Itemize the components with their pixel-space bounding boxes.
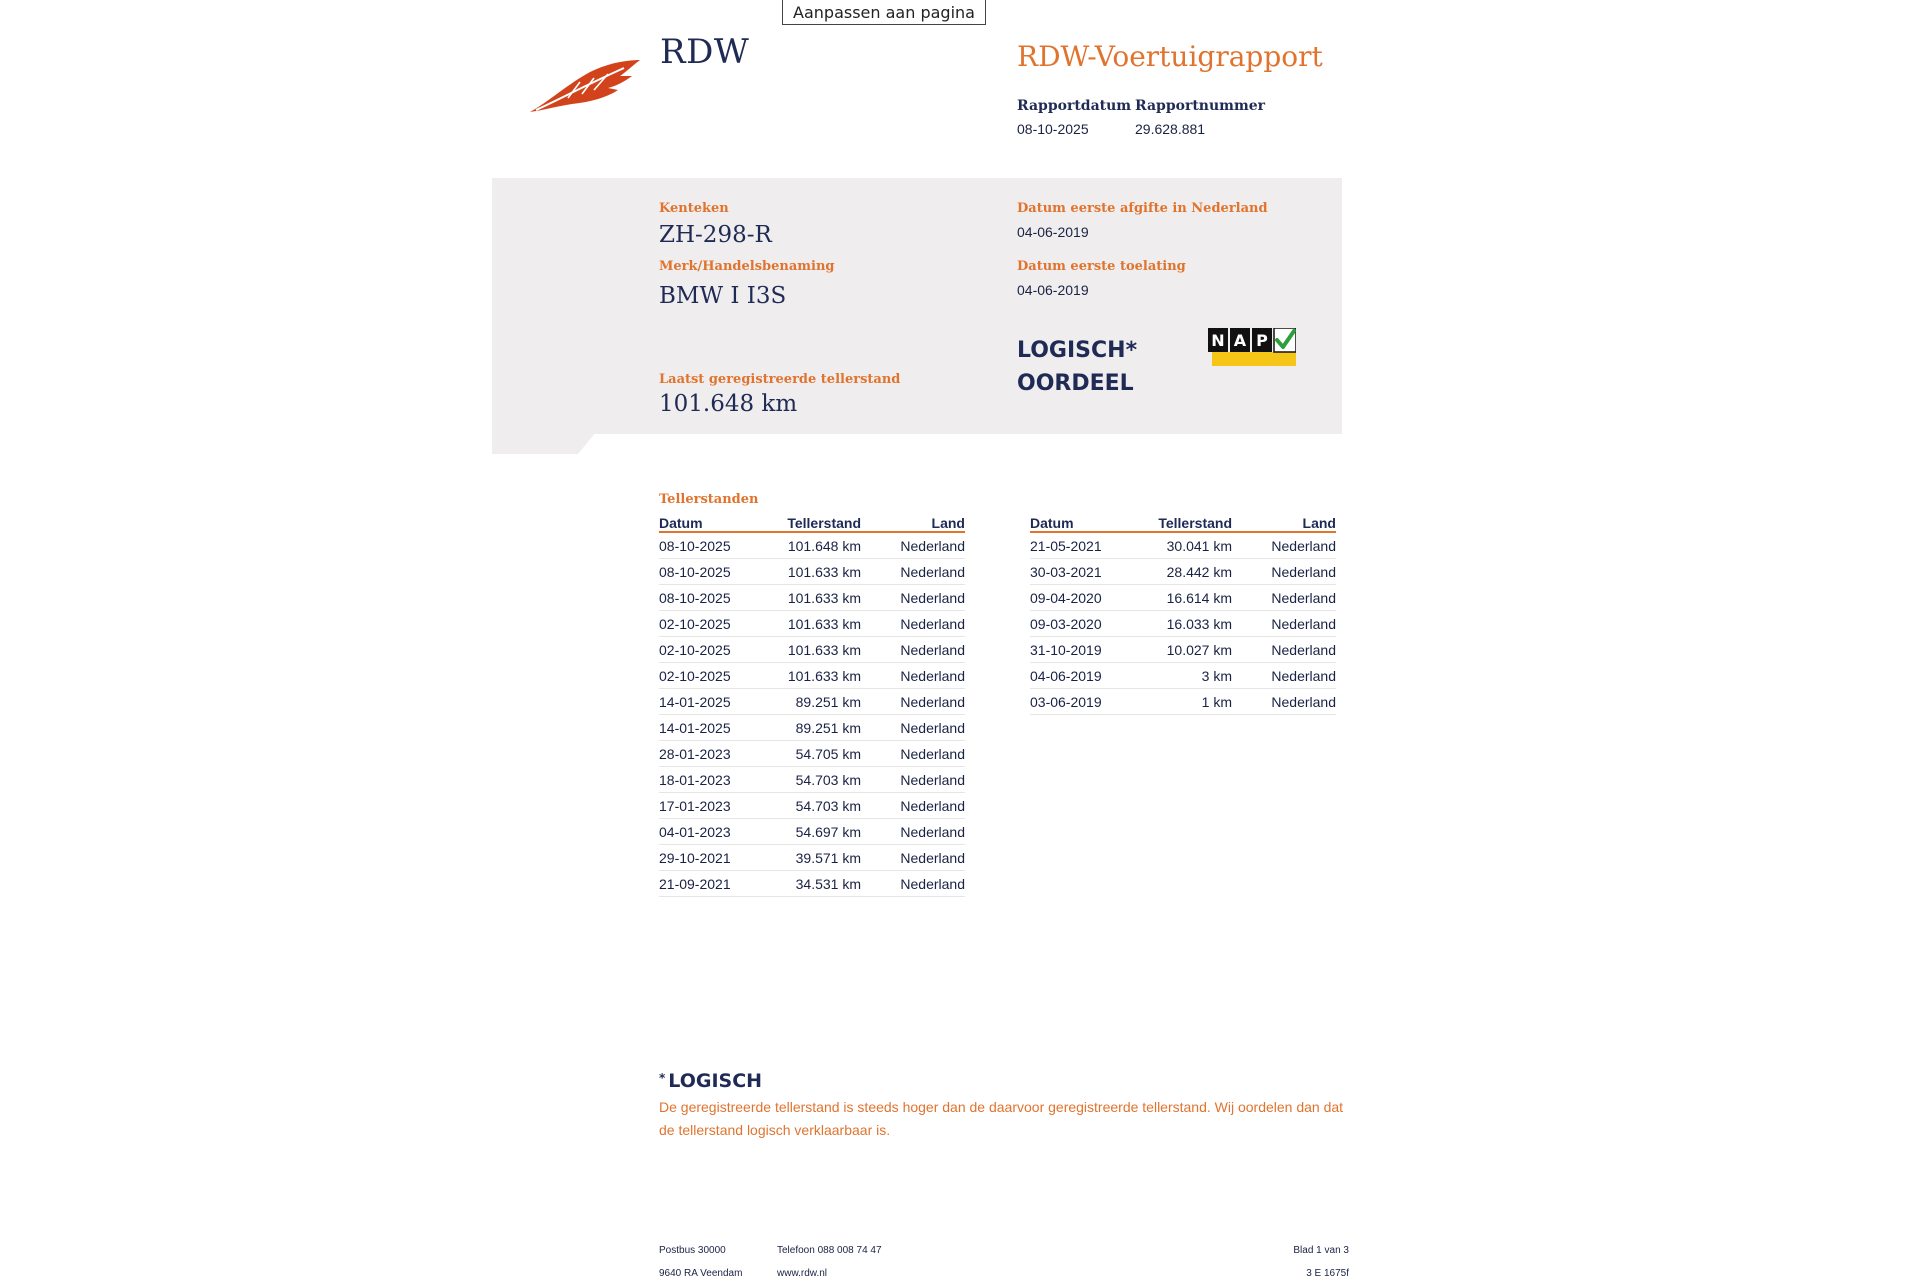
first-admission-label: Datum eerste toelating — [1017, 259, 1186, 274]
header-date: Datum — [659, 515, 703, 531]
reading-date: 30-03-2021 — [1030, 564, 1102, 580]
reading-date: 31-10-2019 — [1030, 642, 1102, 658]
reading-odometer: 16.033 km — [1166, 616, 1232, 632]
brand-model-label: Merk/Handelsbenaming — [659, 259, 835, 274]
reading-country: Nederland — [1271, 616, 1336, 632]
readings-table-right — [1030, 513, 1336, 715]
reading-country: Nederland — [1271, 694, 1336, 710]
reading-odometer: 54.703 km — [795, 772, 861, 788]
table-row — [659, 585, 965, 611]
reading-date: 09-04-2020 — [1030, 590, 1102, 606]
report-number-value: 29.628.881 — [1135, 121, 1206, 137]
report-date-value: 08-10-2025 — [1017, 121, 1089, 137]
reading-odometer: 101.633 km — [787, 668, 861, 684]
plate-value: ZH-298-R — [659, 222, 772, 248]
reading-date: 08-10-2025 — [659, 590, 731, 606]
reading-country: Nederland — [900, 538, 965, 554]
verdict-line-1: LOGISCH* — [1017, 338, 1138, 363]
first-issue-nl-label: Datum eerste afgifte in Nederland — [1017, 201, 1268, 216]
first-issue-nl-value: 04-06-2019 — [1017, 224, 1089, 240]
last-odometer-label: Laatst geregistreerde tellerstand — [659, 372, 901, 387]
reading-odometer: 101.633 km — [787, 616, 861, 632]
reading-country: Nederland — [900, 668, 965, 684]
brand-name: RDW — [660, 32, 750, 72]
table-row — [659, 663, 965, 689]
nap-letter-n: N — [1211, 331, 1225, 350]
header-country: Land — [1302, 515, 1336, 531]
table-row — [659, 533, 965, 559]
reading-date: 08-10-2025 — [659, 538, 731, 554]
table-row — [1030, 689, 1336, 715]
first-admission-value: 04-06-2019 — [1017, 282, 1089, 298]
reading-country: Nederland — [900, 590, 965, 606]
header-odometer: Tellerstand — [1158, 515, 1232, 531]
panel-tail-shape — [492, 432, 596, 454]
reading-date: 03-06-2019 — [1030, 694, 1102, 710]
reading-country: Nederland — [1271, 590, 1336, 606]
footer-page-number: Blad 1 van 3 — [1293, 1245, 1349, 1256]
header-date: Datum — [1030, 515, 1074, 531]
table-row — [659, 741, 965, 767]
reading-date: 02-10-2025 — [659, 616, 731, 632]
table-row — [659, 767, 965, 793]
reading-odometer: 101.633 km — [787, 642, 861, 658]
reading-country: Nederland — [900, 876, 965, 892]
reading-date: 02-10-2025 — [659, 668, 731, 684]
reading-date: 04-06-2019 — [1030, 668, 1102, 684]
table-row — [1030, 663, 1336, 689]
reading-odometer: 54.703 km — [795, 798, 861, 814]
table-header — [659, 513, 965, 533]
footer-city: 9640 RA Veendam — [659, 1268, 743, 1279]
nap-check-logo-icon — [1208, 328, 1296, 366]
reading-country: Nederland — [900, 694, 965, 710]
reading-date: 02-10-2025 — [659, 642, 731, 658]
table-row — [659, 793, 965, 819]
reading-odometer: 34.531 km — [795, 876, 861, 892]
table-row — [659, 637, 965, 663]
table-row — [659, 611, 965, 637]
reading-country: Nederland — [900, 850, 965, 866]
fit-to-page-tooltip: Aanpassen aan pagina — [782, 0, 986, 25]
reading-odometer: 101.633 km — [787, 590, 861, 606]
table-row — [659, 871, 965, 897]
table-header — [1030, 513, 1336, 533]
footer-website-link[interactable]: www.rdw.nl — [777, 1268, 828, 1279]
reading-date: 14-01-2025 — [659, 694, 731, 710]
footer-phone: Telefoon 088 008 74 47 — [777, 1245, 882, 1256]
rdw-logo-icon — [528, 54, 642, 116]
reading-date: 29-10-2021 — [659, 850, 731, 866]
reading-odometer: 89.251 km — [795, 720, 861, 736]
footnote-title — [659, 1070, 762, 1092]
table-row — [659, 845, 965, 871]
verdict-line-2: OORDEEL — [1017, 371, 1134, 396]
table-row — [659, 559, 965, 585]
brand-model-value: BMW I I3S — [659, 283, 787, 309]
footnote-text: De geregistreerde tellerstand is steeds hoger dan de daarvoor geregistreerde tellerstand. Wij oordelen dan dat de tellerstand logisch verklaarbaar is. — [659, 1099, 1344, 1138]
reading-odometer: 89.251 km — [795, 694, 861, 710]
reading-country: Nederland — [900, 564, 965, 580]
table-row — [1030, 585, 1336, 611]
reading-date: 21-09-2021 — [659, 876, 731, 892]
footnote-title-text: LOGISCH — [668, 1070, 763, 1092]
reading-odometer: 30.041 km — [1166, 538, 1232, 554]
reading-country: Nederland — [1271, 668, 1336, 684]
reading-odometer: 3 km — [1201, 668, 1232, 684]
table-row — [659, 689, 965, 715]
reading-date: 21-05-2021 — [1030, 538, 1102, 554]
footer-doc-code: 3 E 1675f — [1306, 1268, 1349, 1279]
reading-date: 28-01-2023 — [659, 746, 731, 762]
reading-date: 14-01-2025 — [659, 720, 731, 736]
reading-date: 17-01-2023 — [659, 798, 731, 814]
reading-country: Nederland — [900, 772, 965, 788]
table-row — [1030, 559, 1336, 585]
reading-odometer: 54.705 km — [795, 746, 861, 762]
reading-odometer: 101.633 km — [787, 564, 861, 580]
nap-letter-p: P — [1256, 331, 1268, 350]
reading-country: Nederland — [1271, 564, 1336, 580]
reading-odometer: 101.648 km — [787, 538, 861, 554]
reading-country: Nederland — [1271, 538, 1336, 554]
reading-odometer: 10.027 km — [1166, 642, 1232, 658]
reading-country: Nederland — [900, 720, 965, 736]
reading-country: Nederland — [900, 616, 965, 632]
reading-date: 04-01-2023 — [659, 824, 731, 840]
table-row — [1030, 611, 1336, 637]
reading-date: 08-10-2025 — [659, 564, 731, 580]
vehicle-summary-panel — [492, 178, 1342, 434]
report-number-label: Rapportnummer — [1135, 98, 1266, 114]
readings-table-left — [659, 513, 965, 897]
reading-country: Nederland — [900, 798, 965, 814]
table-row — [659, 715, 965, 741]
table-row — [1030, 533, 1336, 559]
plate-label: Kenteken — [659, 201, 729, 216]
reading-odometer: 28.442 km — [1166, 564, 1232, 580]
reading-odometer: 39.571 km — [795, 850, 861, 866]
header-odometer: Tellerstand — [787, 515, 861, 531]
reading-country: Nederland — [1271, 642, 1336, 658]
report-title: RDW-Voertuigrapport — [1017, 40, 1323, 73]
reading-date: 18-01-2023 — [659, 772, 731, 788]
verdict-text — [1017, 334, 1137, 400]
reading-date: 09-03-2020 — [1030, 616, 1102, 632]
report-date-label: Rapportdatum — [1017, 98, 1132, 114]
header-country: Land — [931, 515, 965, 531]
reading-country: Nederland — [900, 642, 965, 658]
footnote-star: * — [659, 1071, 666, 1085]
readings-title: Tellerstanden — [659, 492, 759, 507]
reading-country: Nederland — [900, 824, 965, 840]
nap-letter-a: A — [1233, 331, 1247, 350]
table-row — [659, 819, 965, 845]
reading-odometer: 1 km — [1201, 694, 1232, 710]
last-odometer-value: 101.648 km — [659, 391, 798, 417]
footer-postbus: Postbus 30000 — [659, 1245, 726, 1256]
reading-odometer: 16.614 km — [1166, 590, 1232, 606]
reading-country: Nederland — [900, 746, 965, 762]
reading-odometer: 54.697 km — [795, 824, 861, 840]
table-row — [1030, 637, 1336, 663]
